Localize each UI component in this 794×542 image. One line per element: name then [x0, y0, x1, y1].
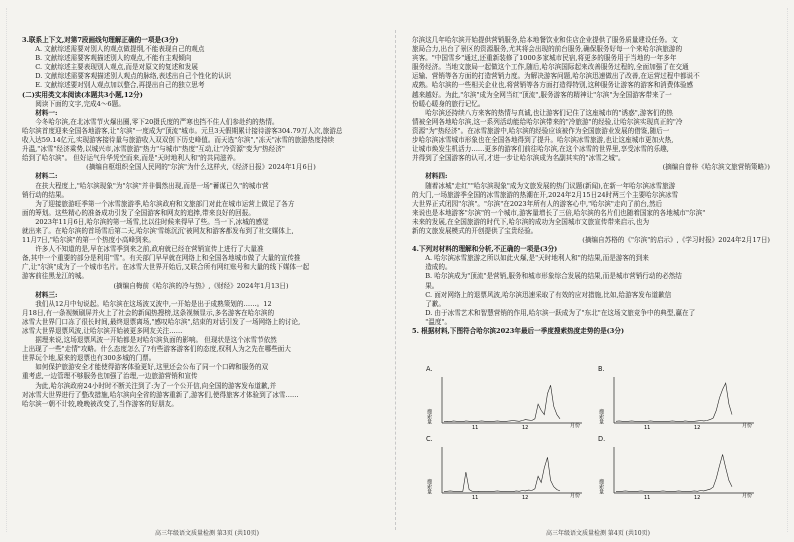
right-text-line: 的大门,一场旅游季全国的冰雪旅游的热潮在开,2024年2月15日24时两三个主要哈尔滨冰雪 — [412, 190, 679, 199]
x-tick-label: 11 — [472, 425, 479, 431]
left-text-line: 2023年11月6日,哈尔滨的第一场雪,比以往时候来得早了些。当一下,冰城的感觉 — [35, 217, 269, 226]
right-text-line: 尔滨这几年哈尔滨开始提供营销服务,给本地餐饮业和住店企业提供了服务质量建设任务。文 — [412, 36, 678, 44]
left-margin-dots — [6, 8, 8, 532]
left-text-line: 升温,"冰雪"经济乘势,以城兴市,冰雪旅游"热力"与城市"热度"互动,让"冷资源"变为"热经济" — [22, 145, 285, 154]
left-text-line: 面的筹划。这些精心的准备成功引发了全国游客和网友的追捧,带来良好的回报。 — [22, 208, 255, 217]
left-text-line: 上出现了一些"走情"攻略。什么态度怎么了?有些游客游客们的态度,权利人为之先在哪些面大 — [22, 345, 291, 354]
right-text-line: 宾客。"中国雪乡"通过,还重新装修了1000多家城市民宿,将更多的服务用于当地的一年多年 — [412, 54, 677, 63]
left-text-line: 备,其中一个重要的部分是利用"雪"。有关部门早早就在网络上和全国各地城市做了大量的宣传推 — [22, 254, 301, 263]
right-text-line: 步哈尔滨冰雪城市形象也在全国各地得到了提升。哈尔滨冰雪旅游,也让这座城市更加火热, — [412, 136, 674, 145]
x-axis-label: 月份 — [570, 423, 581, 429]
search-trend-chart — [428, 443, 593, 501]
chart-option-letter: B. — [598, 365, 605, 373]
x-tick-label: 11 — [472, 495, 479, 501]
x-tick-label: 12 — [522, 425, 529, 431]
chart-option — [426, 435, 598, 503]
left-text-line: (二)实用类文本阅读(本题共3小题,12分) — [22, 90, 143, 99]
left-text-line: 重考虑,一边管理不够服务也加强了治理,一边旅游营销和宣传 — [22, 372, 198, 381]
left-text-line: 据理来说,这场退票风波一开始都是对哈尔滨负面的影响。 但现状是这个冰雪节依然 — [35, 336, 277, 345]
right-margin-dots — [787, 8, 789, 532]
search-trend-chart — [600, 373, 765, 431]
left-text-line: A. 文献综述需要对别人的观点做提纲,不能表现自己的观点 — [35, 45, 205, 54]
chart-option — [426, 365, 598, 433]
left-text-line: 阅读下面的文字,完成4～6题。 — [35, 99, 125, 108]
left-text-line: 3.联系上下文,对第7段画线句理解正确的一项是(3分) — [22, 36, 179, 44]
left-text-line: E. 文献综述要对别人观点加以整合,再提出自己的独立思考 — [35, 81, 205, 90]
left-text-line: 为此,哈尔滨政府24小时时不断关注到了:为了一个公开信,向全国的游客发布道歉,并 — [35, 381, 277, 390]
right-text-line: 了歉。 — [425, 299, 445, 308]
left-text-line: (摘编自枢组织全国人民网的"尔滨"为什么这样火,《经济日报》2024年1月6日) — [86, 163, 316, 172]
right-text-line: 哈尔滨还持续八方来客的热情与真诚,也让游客们记住了这座城市的"诱惑",游客们的热 — [425, 108, 673, 117]
left-text-line: 在扶大程度上,"哈尔滨现象"为"尔滨"并非偶然出现,而是一场"蓄谋已久"的城市营 — [35, 181, 269, 190]
right-text-line: C. 面对网络上的退票风波,哈尔滨迅速采取了有效的应对措施,比如,给游客发布道歉信 — [425, 290, 672, 299]
left-text-line: 世界玩个地,原来的退票也有300多城的门票。 — [22, 354, 156, 363]
right-text-line: (摘编自曾梓《哈尔滨文旅营销策略》) — [662, 163, 770, 172]
right-text-line: D. 由于冰雪艺术和智慧营销的作用,哈尔滨一跃成为了"东北"在这场文旅竞争中的典型,赢在了 — [425, 308, 696, 317]
left-page-footer: 高三年级语文质量检测 第3页 (共10页) — [155, 530, 259, 537]
left-text-line: 为了迎接旅游旺季第一个冰雪旅游季,哈尔滨政府和文旅部门对此在城市运营上做足了各方 — [35, 199, 295, 208]
chart-option-letter: D. — [598, 435, 606, 443]
left-text-line: (摘编自梅前《哈尔滨的冷与热》,《财经》2024年1月13日) — [113, 281, 289, 290]
left-text-line: 我们从12月中旬说起。哈尔滨在这场波又波中,一开始是出于成熟策划的……。12 — [35, 299, 272, 308]
trend-line — [444, 385, 560, 422]
left-text-line: 就出来了。在哈尔滨的首场雪后第二天,哈尔滨'雪练沉沉'被网友和游客都发布到了社交媒体上, — [22, 226, 294, 235]
right-text-line: 旅局合力,出台了景区的资源服务,尤其将会出现的前台服务,确保服务好每一个来哈尔滨旅游的 — [412, 45, 683, 54]
y-axis-label: 搜索量 — [598, 409, 604, 424]
right-text-line: 越来越好。为此,"尔滨"成为全网当红"顶流",服务游客的精神让"尔滨"为全国游客带来了一 — [412, 90, 672, 99]
right-text-line: 造成的。 — [425, 263, 452, 272]
right-text-line: 服务经济。当地文旅局一起做这个工作,随后,哈尔滨国际起来改善服务过程的,全面加强了在交通 — [412, 63, 689, 72]
left-text-line: 材料一: — [35, 108, 58, 117]
left-page — [22, 36, 380, 528]
right-text-line: 大世界正式闭园"尔滨"。"尔滨"在2023年所有人的游客心中,"哈尔滨"走向了前台,然后 — [412, 199, 663, 208]
x-axis-label: 月份 — [742, 423, 753, 429]
right-text-line: "温度"。 — [425, 317, 452, 326]
right-text-line: 随着冰城"走红""哈尔滨现象"成为文旅发展的热门议题(新闻),在新一年哈尔滨冰雪旅游 — [425, 181, 676, 190]
trend-line — [616, 454, 732, 491]
search-trend-chart — [428, 373, 593, 431]
x-axis-label: 月份 — [742, 493, 753, 499]
chart-option — [598, 365, 770, 433]
trend-line — [616, 383, 732, 422]
left-text-line: 11月7日,"哈尔滨"的第一个热度小高峰到来。 — [22, 236, 155, 245]
right-text-line: 5. 根据材料,下图符合哈尔滨2023年最后一季度搜索热度走势的是(3分) — [412, 327, 625, 335]
right-text-line: 成熟。哈尔滨的一些相关企业也,将营销等各方面打造得特别,这种服务让游客的游客和消费体验感 — [412, 81, 694, 90]
left-text-line: 冰雪大世界门口冻了很长时间,最终退票离场,"感叹哈尔滨",结束的对话引发了一场网络上的讨论, — [22, 317, 301, 326]
left-text-line: 广,让"尔滨"成为了一个城市名片。在冰雪大世界开始后,又联合所有网红账号和大量的线下媒体一起 — [22, 263, 310, 272]
left-text-line: 如何保护旅游安全才能使得游客体验更好,这里还会公布了同一个口碑和服务的双 — [35, 363, 269, 372]
x-tick-label: 11 — [644, 495, 651, 501]
left-text-line: 材料二: — [35, 172, 58, 181]
left-text-line: 材料三: — [35, 290, 58, 299]
y-axis-label: 搜索量 — [598, 479, 604, 494]
search-trend-chart — [600, 443, 765, 501]
left-text-line: 哈尔滨首度迎来全国各地游客,让"尔滨"一度成为"顶流"城市。元旦3天假期累计接待游客304.79万人次,旅游总 — [22, 126, 343, 135]
right-text-line: 让城市焕发生机活力……更多的游客们前往哈尔滨,在这个冰雪的世界里,享受冰雪的乐趣, — [412, 145, 669, 154]
x-tick-label: 12 — [694, 425, 701, 431]
left-text-line: C. 文献综述主要表现别人观点,而是对原文的复述和发展 — [35, 63, 198, 72]
left-text-line: D. 文献综述需要客观描述别人观点的脉络,表述出自己个性化的认识 — [35, 72, 232, 81]
right-text-line: (摘编自苏格的《"尔滨"的启示》,《学习时报》2024年2月17日) — [582, 236, 770, 245]
right-text-line: 新的文旅发展模式的开创提供了宝贵经验。 — [412, 226, 538, 235]
right-text-line: B. 哈尔滨成为"顶流"是营销,服务和城市形象综合发展的结果,而是城市营销行动的必然结 — [425, 272, 682, 281]
page-divider — [395, 30, 396, 530]
left-text-line: 哈尔滨一朝不计较,晚晚被改变了,当作游客的好朋友。 — [22, 399, 178, 408]
left-text-line: 游客前往黑龙江的城。 — [22, 272, 88, 281]
right-text-line: 运输、营销等各方面的打造营销力度。为解决游客问题,哈尔滨迅速做出了改善,在运营过程中都说不 — [412, 72, 700, 81]
right-text-line: 来说也是本地游客"尔滨"的一个城市,游客量增长了三倍,哈尔滨的名片们也随着国家的各地城市"尔滨" — [412, 208, 706, 217]
y-axis-label: 搜索量 — [426, 409, 432, 424]
right-text-line: 果。 — [425, 281, 439, 290]
x-axis-label: 月份 — [570, 493, 581, 499]
right-page-footer: 高三年级语文质量检测 第4页 (共10页) — [546, 530, 650, 537]
chart-option — [598, 435, 770, 503]
left-text-line: 收入达59.14亿元,实现游客接待量与旅游收入双双创下历史峰值。而天选"尔滨","冻天"冰雪的旅游热度持续 — [22, 136, 335, 145]
right-text-line: 资源"为"热经济"。在冰雪旅游中,哈尔滨的经验应该被作为全国旅游业发展的借鉴,随后一 — [412, 126, 670, 135]
right-text-line: 并得到了全国游客的认可,才进一步让哈尔滨成为名副其实的"冰雪之城"。 — [412, 154, 625, 163]
x-tick-label: 12 — [694, 495, 701, 501]
x-tick-label: 11 — [644, 425, 651, 431]
y-axis-label: 搜索量 — [426, 479, 432, 494]
left-text-line: 许多人不知道的是,早在冰雪季到来之前,政府就已经在营销宣传上进行了大量准 — [35, 245, 264, 254]
trend-line — [444, 457, 560, 491]
right-text-line: 份暖心暖身的旅行记忆。 — [412, 99, 485, 108]
right-text-line: 情被全网各地哈尔滨,这一系列活动能给哈尔滨带来的"冷旅游"的经验,让哈尔滨实现真正的"冷 — [412, 117, 683, 126]
question-5-charts — [426, 365, 768, 510]
left-text-line: 月18日,有一条视频刷屏并火上了社会的新闻热搜榜,这条视频显示,多名游客在哈尔滨的 — [22, 308, 275, 317]
left-text-line: 对冰雪大世界进行了整改措施,哈尔滨向全省的游客重新了,游客们,使得旅客才体验到了冰雪…… — [22, 390, 299, 399]
chart-option-letter: C. — [426, 435, 433, 443]
left-text-line: 销行动的结果。 — [22, 190, 69, 199]
right-text-line: 4.下列对材料的理解和分析,不正确的一项是(3分) — [412, 245, 558, 254]
left-text-line: 今冬哈尔滨,在北冰雪节火爆出圈,零下20摄氏度的严寒也挡不住人们参赴约的热情。 — [35, 117, 279, 126]
right-text-line: A. 哈尔滨冰雪旅游之所以如此火爆,是"天时地利人和"的结果,而是游客的到来 — [425, 254, 649, 263]
right-text-line: 材料四: — [425, 172, 448, 181]
x-tick-label: 12 — [522, 495, 529, 501]
left-text-line: 给到了哈尔滨"。 但好运气升华凭空而来,而是"天时地利人和"的共同滋养。 — [22, 154, 240, 163]
left-text-line: 冰雪大世界退票风波,让哈尔滨开始被更多网友关注…… — [22, 327, 183, 335]
right-text-line: 未来的发展,在全国旅游的时代下,哈尔滨的成功为全国城市文旅宣传带来启示,也为 — [412, 217, 650, 226]
chart-option-letter: A. — [426, 365, 433, 373]
left-text-line: B. 文献综述需要客观描述别人的观点,不能有主观倾向 — [35, 54, 192, 63]
